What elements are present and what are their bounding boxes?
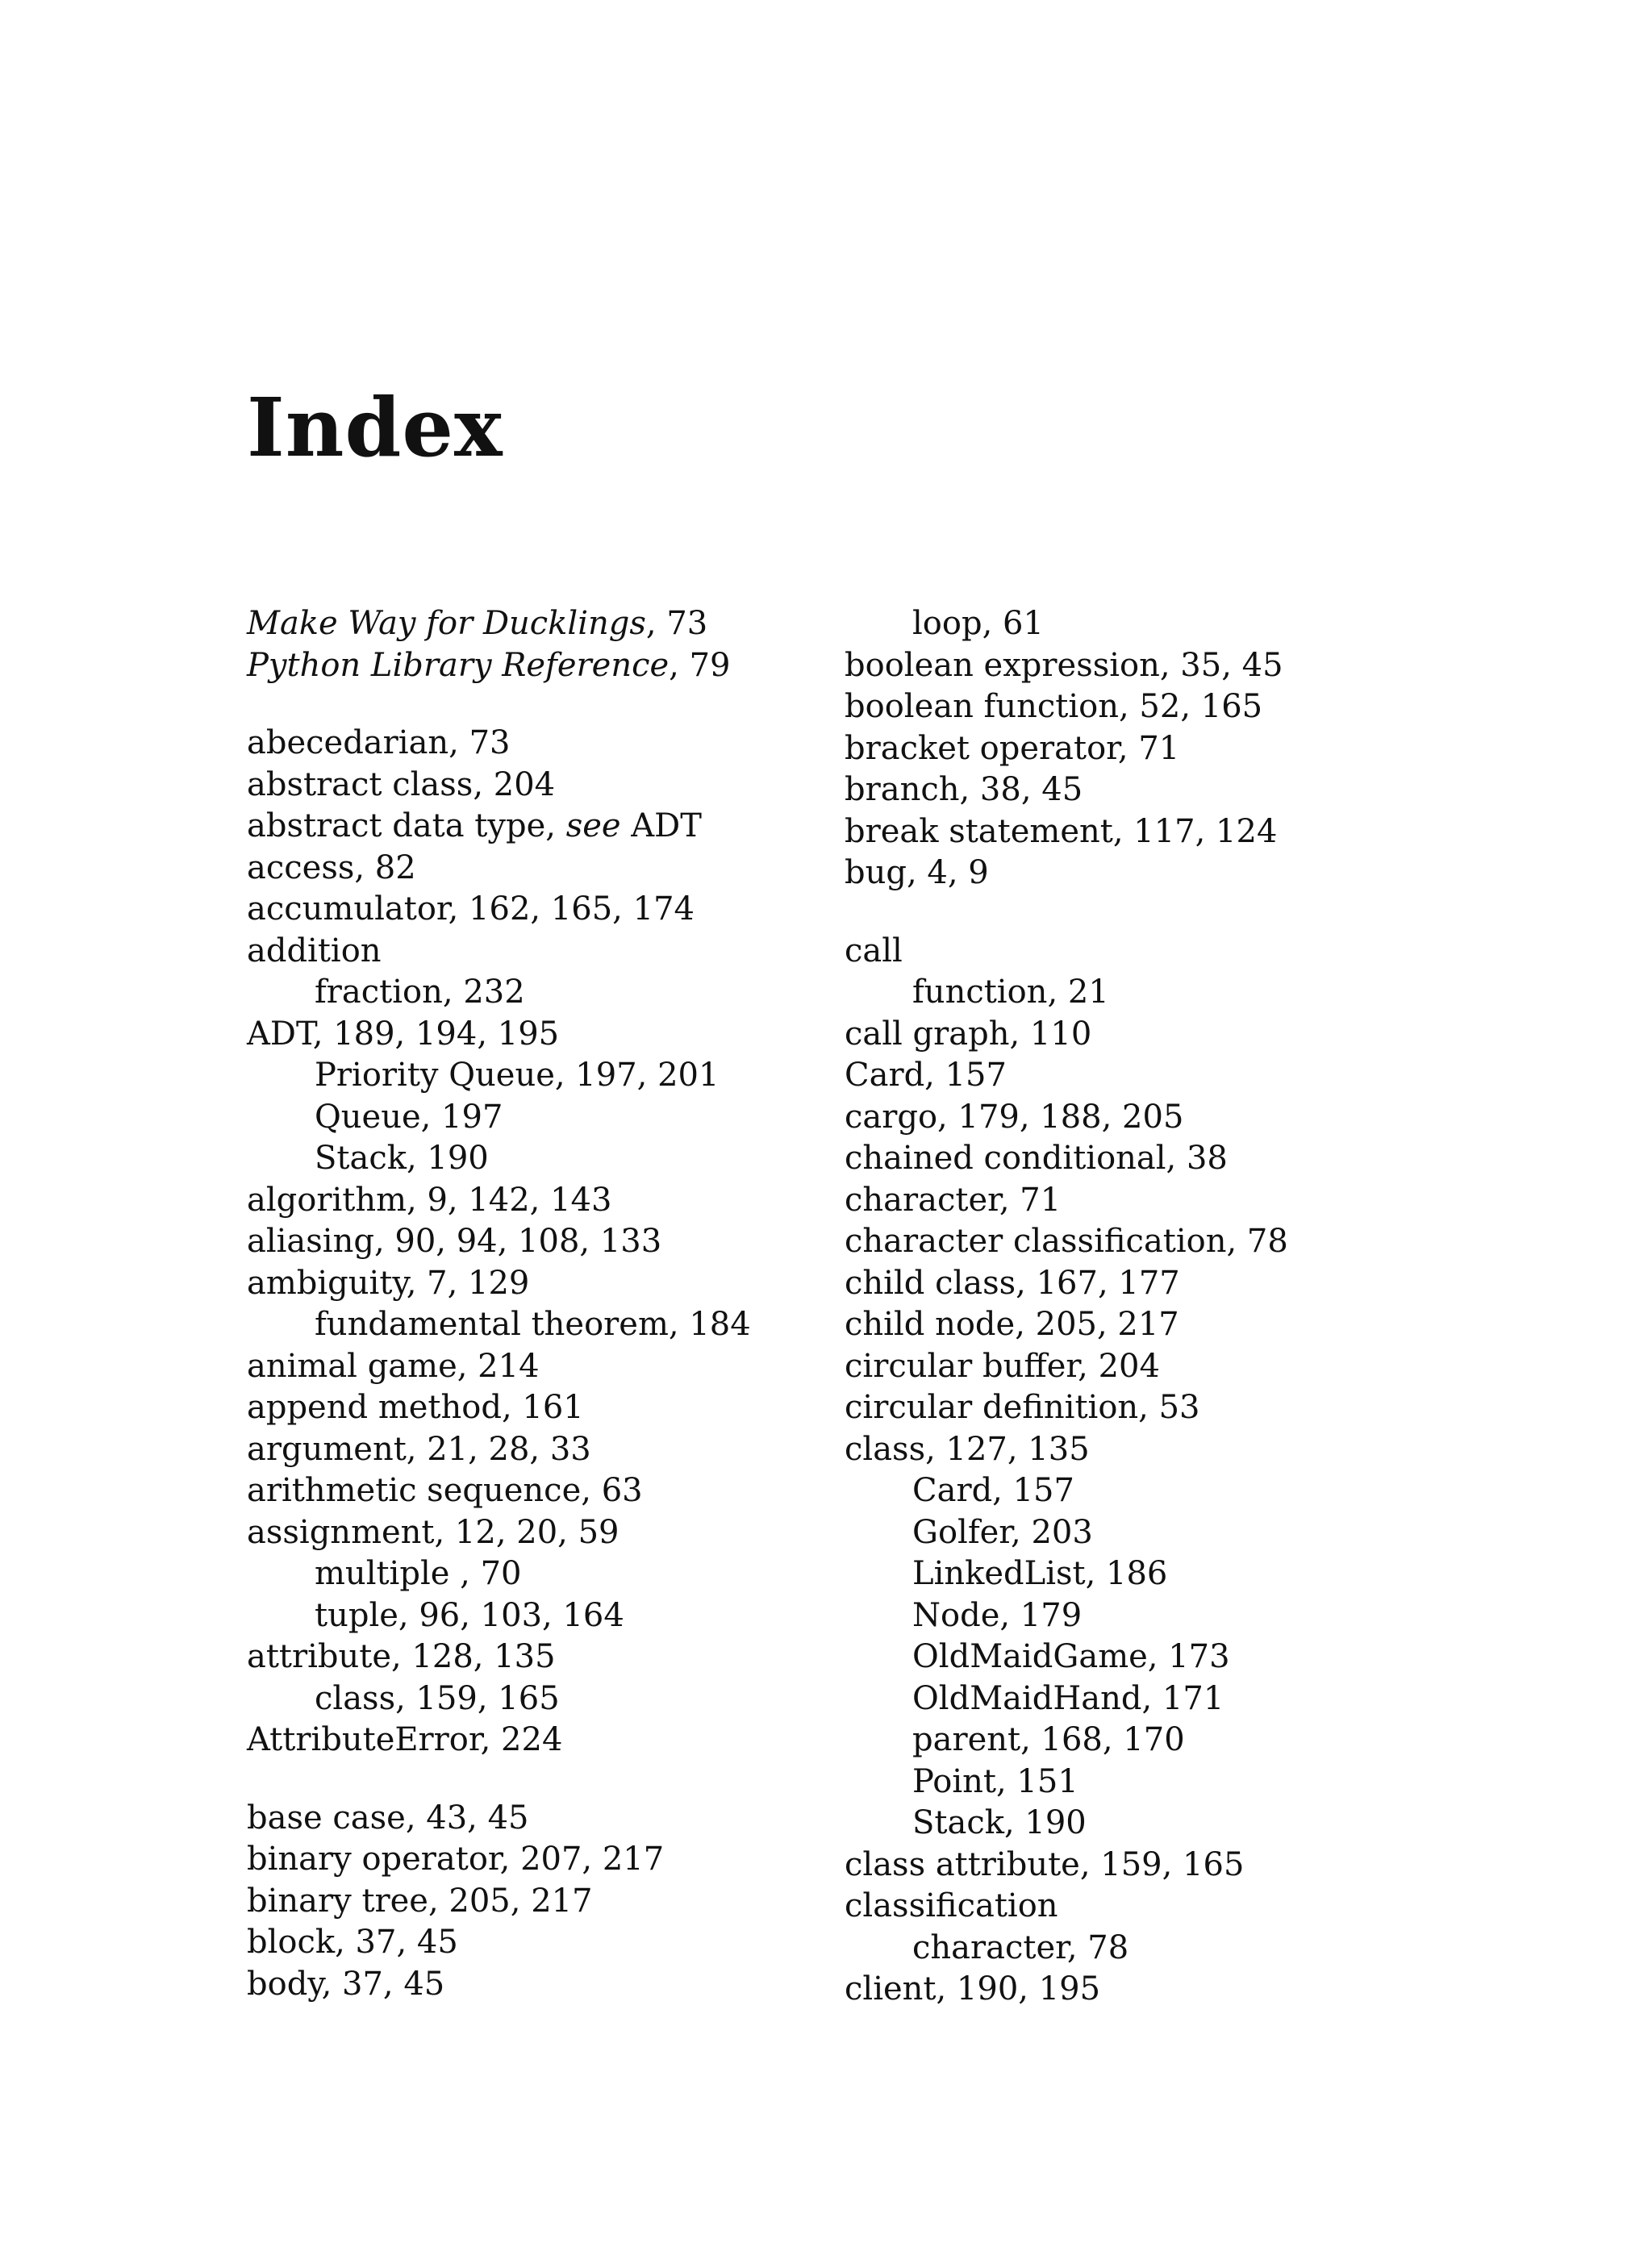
index-entry (247, 1839, 811, 1881)
index-entry (247, 1429, 811, 1471)
index-entry (247, 1346, 811, 1388)
index-term: arithmetic sequence, 63 (247, 1472, 643, 1509)
index-term: Stack, 190 (315, 1140, 489, 1177)
index-term: function, 21 (912, 974, 1109, 1011)
index-subentry (845, 1470, 1409, 1512)
index-term: access, 82 (247, 848, 416, 886)
index-entry (247, 645, 811, 687)
index-entry (845, 686, 1409, 728)
index-entry (247, 1180, 811, 1222)
index-term: class, 159, 165 (315, 1679, 560, 1717)
index-entry (247, 1512, 811, 1554)
index-entry (845, 1387, 1409, 1429)
index-term: base case, 43, 45 (247, 1799, 529, 1837)
index-term: call graph, 110 (845, 1015, 1092, 1053)
index-entry (845, 1969, 1409, 2011)
index-term: binary tree, 205, 217 (247, 1882, 593, 1920)
index-term: Python Library Reference (247, 646, 670, 684)
index-entry (845, 645, 1409, 687)
index-entry (845, 728, 1409, 770)
index-entry (247, 1221, 811, 1263)
see-reference: see (565, 807, 621, 844)
index-entry (247, 889, 811, 931)
index-term: binary operator, 207, 217 (247, 1841, 665, 1878)
index-term: parent, 168, 170 (912, 1721, 1185, 1758)
index-term: Node, 179 (912, 1596, 1083, 1634)
index-term: tuple, 96, 103, 164 (315, 1596, 624, 1634)
index-entry (247, 603, 811, 645)
index-entry (247, 723, 811, 765)
index-term: Card, 157 (912, 1472, 1074, 1509)
index-entry (247, 1014, 811, 1056)
index-subentry (247, 1304, 811, 1346)
index-subentry (845, 1762, 1409, 1803)
index-column-right (845, 603, 1409, 2011)
index-entry (845, 1097, 1409, 1139)
index-term: aliasing, 90, 94, 108, 133 (247, 1223, 662, 1260)
index-term: fraction, 232 (315, 974, 525, 1011)
index-entry (845, 1429, 1409, 1471)
index-pages: ADT (620, 807, 702, 844)
index-entry (247, 1798, 811, 1840)
index-term: classification (845, 1887, 1058, 1924)
index-term: class, 127, 135 (845, 1430, 1090, 1468)
index-term: OldMaidGame, 173 (912, 1638, 1230, 1675)
index-entry (845, 1886, 1409, 1928)
index-term: append method, 161 (247, 1389, 584, 1426)
index-subentry (247, 1553, 811, 1595)
index-term: bug, 4, 9 (845, 854, 989, 891)
index-entry (247, 1387, 811, 1429)
index-term: addition (247, 932, 382, 969)
index-entry (247, 1637, 811, 1678)
index-subentry (845, 972, 1409, 1014)
index-term: client, 190, 195 (845, 1970, 1101, 2008)
index-subentry (845, 1595, 1409, 1637)
index-term: break statement, 117, 124 (845, 812, 1278, 850)
index-entry (247, 1263, 811, 1305)
index-subentry (845, 1553, 1409, 1595)
index-term: character classification, 78 (845, 1223, 1288, 1260)
index-term: algorithm, 9, 142, 143 (247, 1181, 612, 1219)
index-entry (845, 853, 1409, 894)
index-term: Stack, 190 (912, 1804, 1087, 1841)
index-entry (247, 1964, 811, 2006)
index-subentry (845, 1720, 1409, 1762)
index-term: OldMaidHand, 171 (912, 1679, 1224, 1717)
index-term: accumulator, 162, 165, 174 (247, 890, 695, 928)
index-pages: , 73 (645, 605, 708, 642)
index-entry (845, 1845, 1409, 1887)
index-term: character, 71 (845, 1181, 1062, 1219)
index-entry (247, 1922, 811, 1964)
index-term: LinkedList, 186 (912, 1555, 1168, 1592)
index-entry (845, 769, 1409, 811)
index-subentry (247, 1138, 811, 1180)
index-column-left (247, 603, 811, 2005)
index-entry (845, 1138, 1409, 1180)
index-term: child node, 205, 217 (845, 1306, 1179, 1343)
index-subentry (845, 603, 1409, 645)
index-term: Make Way for Ducklings (247, 605, 646, 642)
index-term: argument, 21, 28, 33 (247, 1430, 591, 1468)
index-term: Golfer, 203 (912, 1513, 1093, 1551)
index-term: child class, 167, 177 (845, 1264, 1180, 1302)
index-subentry (845, 1803, 1409, 1845)
index-subentry (845, 1928, 1409, 1970)
index-subentry (247, 972, 811, 1014)
index-entry (845, 931, 1409, 973)
index-entry (845, 1304, 1409, 1346)
index-term: Point, 151 (912, 1762, 1078, 1800)
index-term: circular buffer, 204 (845, 1347, 1160, 1385)
index-entry (845, 1263, 1409, 1305)
index-entry (247, 806, 811, 848)
index-term: chained conditional, 38 (845, 1140, 1228, 1177)
index-term: boolean function, 52, 165 (845, 688, 1263, 725)
index-subentry (845, 1678, 1409, 1720)
index-entry (247, 765, 811, 807)
index-term: fundamental theorem, 184 (315, 1306, 751, 1343)
index-term: ambiguity, 7, 129 (247, 1264, 530, 1302)
index-term: block, 37, 45 (247, 1924, 458, 1961)
index-subentry (247, 1595, 811, 1637)
index-term: boolean expression, 35, 45 (845, 646, 1283, 684)
index-term: circular definition, 53 (845, 1389, 1200, 1426)
index-entry (845, 1221, 1409, 1263)
index-term: loop, 61 (912, 605, 1044, 642)
index-entry (247, 931, 811, 973)
index-entry (247, 1470, 811, 1512)
index-entry (247, 1881, 811, 1923)
index-term: multiple , 70 (315, 1555, 522, 1592)
index-entry (247, 848, 811, 890)
index-pages: , 79 (669, 646, 731, 684)
index-term: abecedarian, 73 (247, 724, 511, 761)
index-subentry (247, 1055, 811, 1097)
index-term: assignment, 12, 20, 59 (247, 1513, 620, 1551)
index-term: AttributeError, 224 (247, 1721, 563, 1758)
index-entry (845, 1346, 1409, 1388)
index-term: cargo, 179, 188, 205 (845, 1098, 1184, 1136)
index-term: character, 78 (912, 1928, 1129, 1966)
index-term: call (845, 932, 903, 969)
index-entry (845, 1014, 1409, 1056)
page-title: Index (247, 380, 503, 475)
index-term: abstract data type, (247, 807, 566, 844)
index-term: abstract class, 204 (247, 765, 556, 803)
index-entry (845, 811, 1409, 853)
index-term: class attribute, 159, 165 (845, 1845, 1245, 1883)
index-subentry (845, 1637, 1409, 1678)
index-term: branch, 38, 45 (845, 771, 1083, 808)
index-term: Priority Queue, 197, 201 (315, 1057, 720, 1094)
index-entry (845, 1180, 1409, 1222)
index-term: Queue, 197 (315, 1098, 503, 1136)
index-term: Card, 157 (845, 1057, 1007, 1094)
index-entry (845, 1055, 1409, 1097)
index-term: attribute, 128, 135 (247, 1638, 556, 1675)
index-term: body, 37, 45 (247, 1965, 445, 2003)
index-term: bracket operator, 71 (845, 729, 1180, 767)
index-subentry (247, 1678, 811, 1720)
index-subentry (247, 1097, 811, 1139)
index-term: animal game, 214 (247, 1347, 540, 1385)
index-term: ADT, 189, 194, 195 (247, 1015, 560, 1053)
index-entry (247, 1720, 811, 1762)
index-subentry (845, 1512, 1409, 1554)
